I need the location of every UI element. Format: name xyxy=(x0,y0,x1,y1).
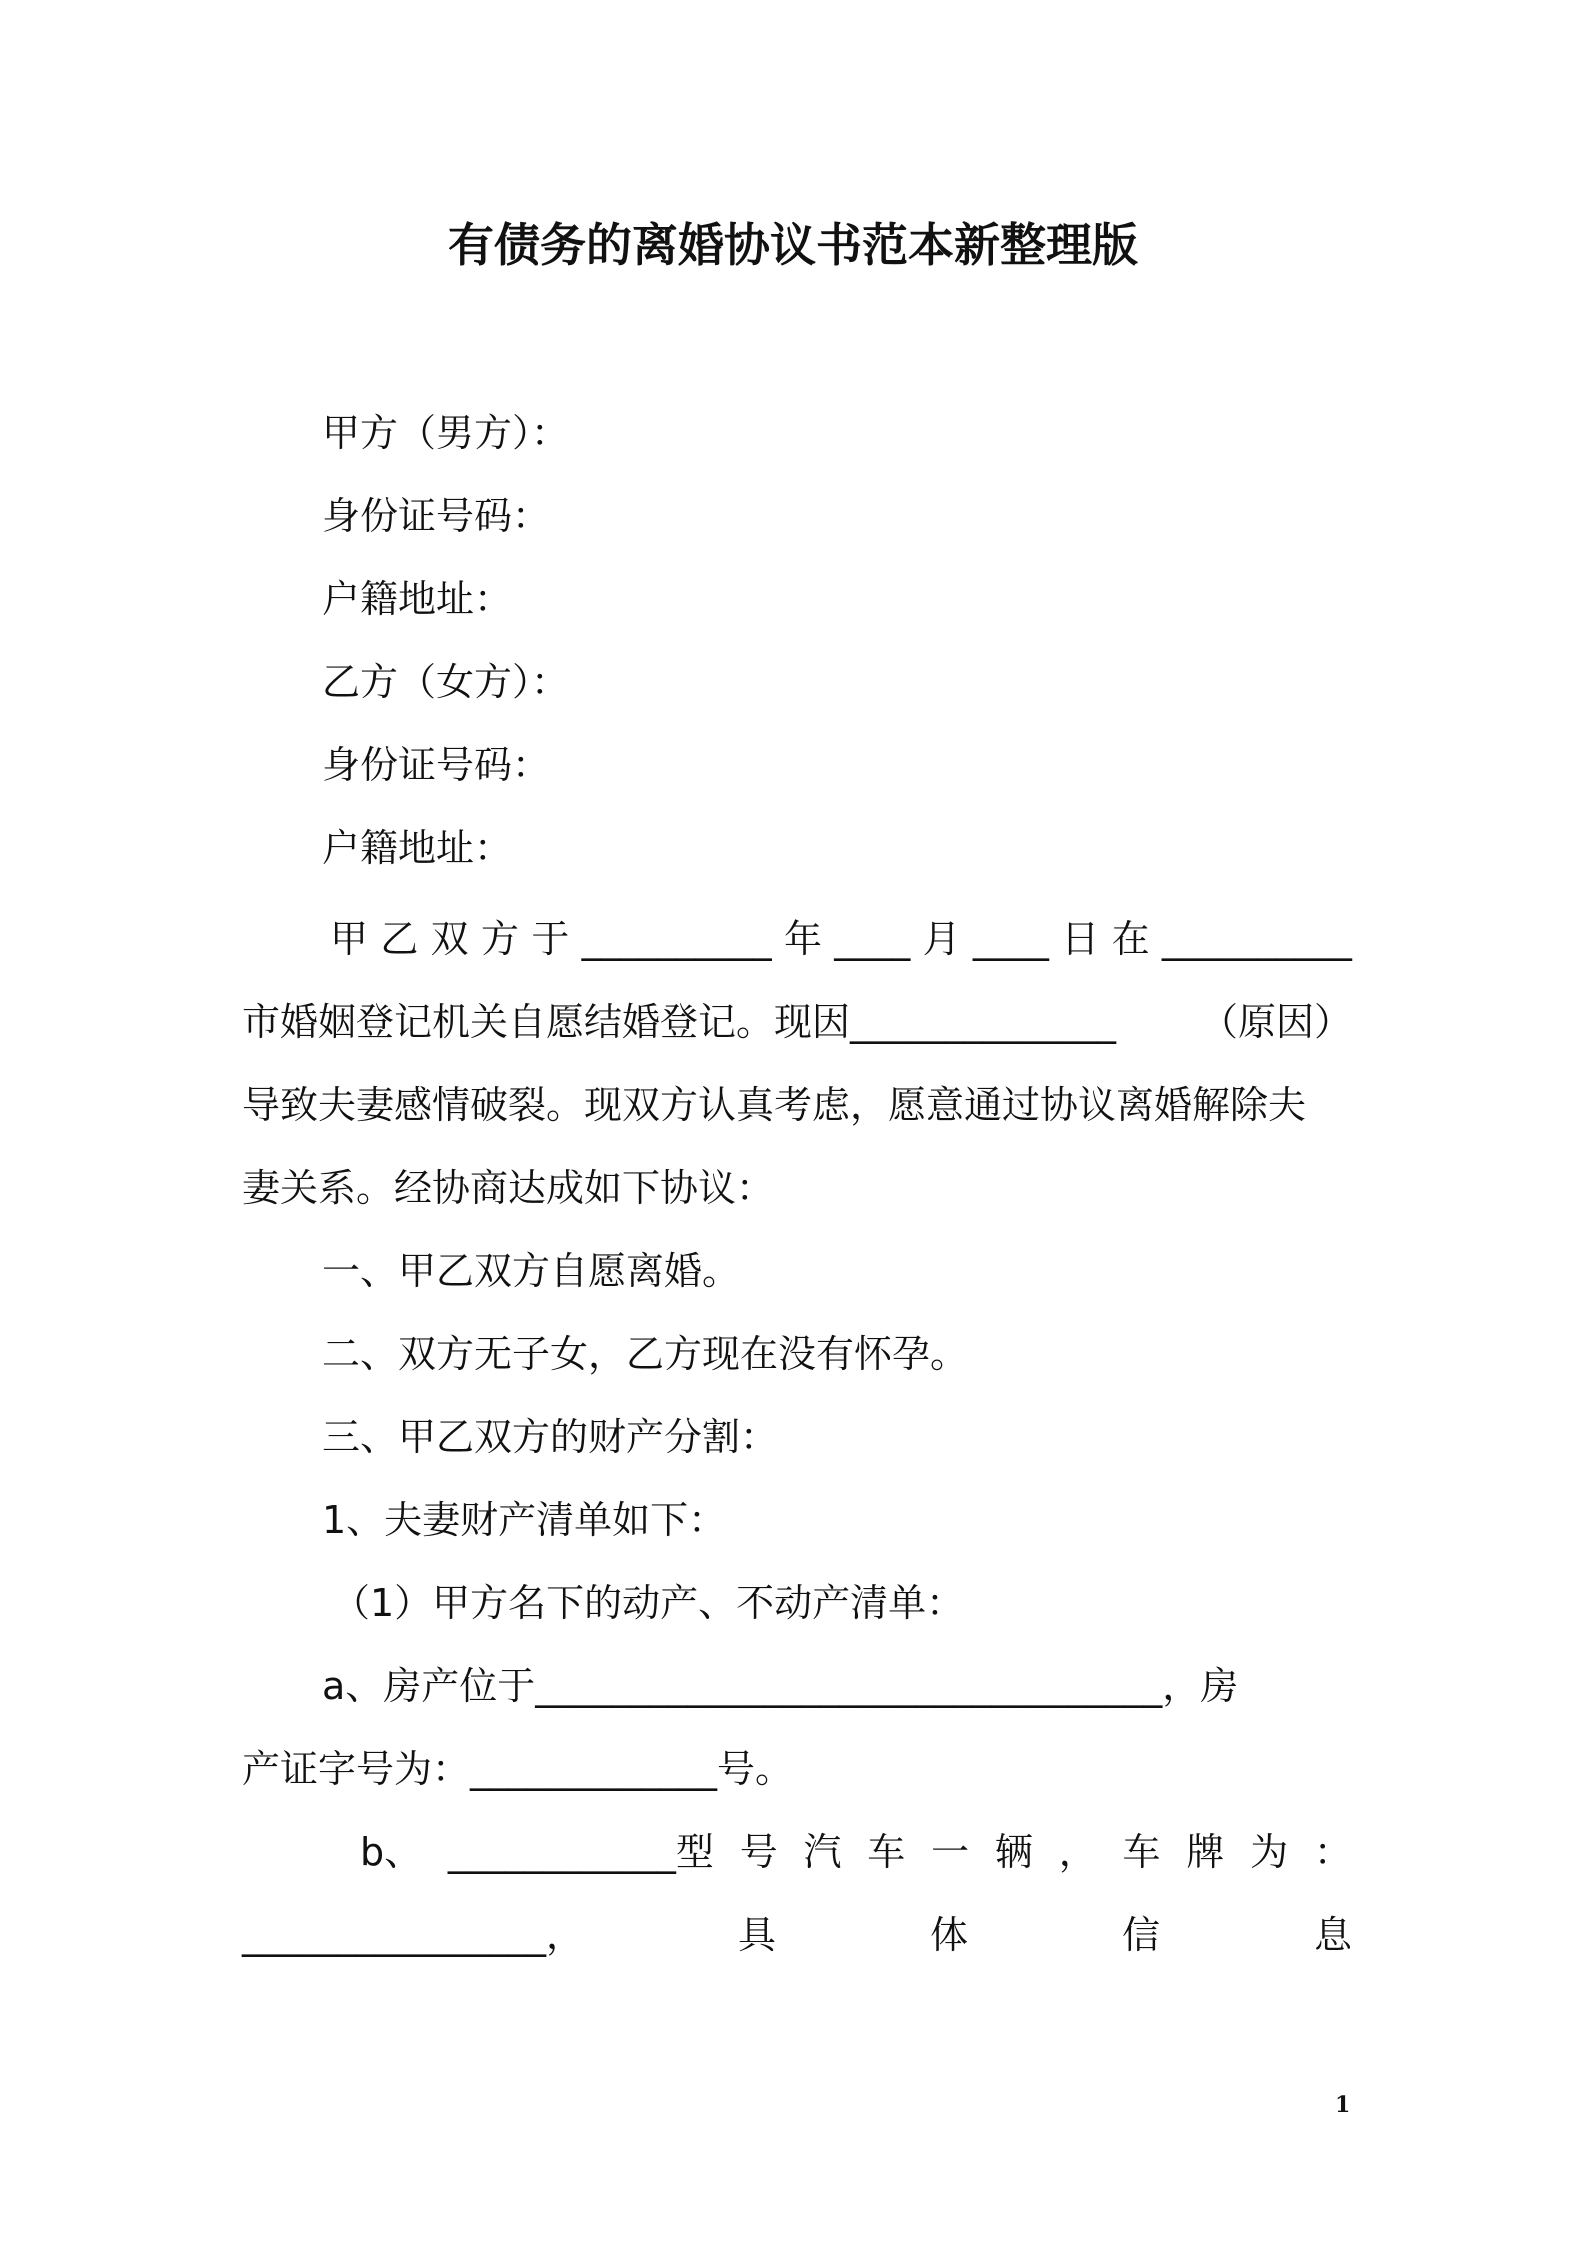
property-b-word: ， xyxy=(1058,1830,1097,1874)
intro-word: 于 xyxy=(531,917,570,961)
property-b-word: 车 xyxy=(1122,1830,1161,1874)
intro-line-2-left: 市婚姻登记机关自愿结婚登记。现因______________ xyxy=(242,1000,1117,1044)
party-b-name-label: 乙方（女方）： xyxy=(322,660,570,704)
intro-word: 年 xyxy=(783,917,822,961)
year-blank: __________ xyxy=(581,917,772,961)
property-a-line-2: 产证字号为：_____________号。 xyxy=(242,1747,794,1791)
property-b-word: b、 xyxy=(360,1830,423,1874)
intro-line-2 xyxy=(242,997,1352,1047)
intro-word: 双 xyxy=(430,917,469,961)
party-a-name-label: 甲方（男方）： xyxy=(322,411,570,455)
property-b-word: ： xyxy=(1313,1830,1352,1874)
page-number: 1 xyxy=(1335,2092,1351,2118)
party-b-address-label: 户籍地址： xyxy=(322,826,513,870)
vehicle-model-blank: ____________型 xyxy=(447,1830,714,1874)
property-b-word: 汽 xyxy=(803,1830,842,1874)
intro-line-4: 妻关系。经协商达成如下协议： xyxy=(242,1166,775,1210)
clause-one: 一、甲乙双方自愿离婚。 xyxy=(322,1249,741,1293)
party-a-id-label: 身份证号码： xyxy=(322,494,551,538)
intro-word: 月 xyxy=(922,917,961,961)
intro-word: 日 xyxy=(1061,917,1100,961)
intro-line-1 xyxy=(330,914,1352,964)
month-blank: ____ xyxy=(834,917,911,961)
party-b-id-label: 身份证号码： xyxy=(322,743,551,787)
document-title: 有债务的离婚协议书范本新整理版 xyxy=(448,218,1138,272)
clause-three: 三、甲乙双方的财产分割： xyxy=(322,1415,779,1459)
property-b-word: 牌 xyxy=(1186,1830,1225,1874)
intro-line-3: 导致夫妻感情破裂。现双方认真考虑，愿意通过协议离婚解除夫 xyxy=(242,1083,1307,1127)
property-b-word: 号 xyxy=(739,1830,778,1874)
property-b-word: 息 xyxy=(1313,1913,1352,1957)
license-plate-blank: ________________， xyxy=(242,1913,585,1957)
property-b-word: 辆 xyxy=(994,1830,1033,1874)
property-b-word: 为 xyxy=(1250,1830,1289,1874)
clause-two: 二、双方无子女，乙方现在没有怀孕。 xyxy=(322,1332,969,1376)
property-b-word: 体 xyxy=(929,1913,968,1957)
property-b-word: 车 xyxy=(867,1830,906,1874)
property-b-word: 具 xyxy=(737,1913,776,1957)
party-a-address-label: 户籍地址： xyxy=(322,577,513,621)
property-b-line-2 xyxy=(242,1910,1352,1960)
reason-label: （原因） xyxy=(1199,1000,1352,1044)
property-b-word: 信 xyxy=(1121,1913,1160,1957)
day-blank: ____ xyxy=(972,917,1049,961)
intro-word: 在 xyxy=(1111,917,1150,961)
intro-word: 乙 xyxy=(380,917,419,961)
property-b-line-1 xyxy=(360,1827,1352,1877)
intro-word: 甲 xyxy=(330,917,369,961)
place-blank: __________ xyxy=(1161,917,1352,961)
property-a-line-1: a、房产位于_________________________________，房 xyxy=(322,1664,1239,1708)
intro-word: 方 xyxy=(480,917,519,961)
clause-item-1: 1、夫妻财产清单如下： xyxy=(322,1498,727,1542)
clause-sub-1: （1）甲方名下的动产、不动产清单： xyxy=(332,1581,965,1625)
property-b-word: 一 xyxy=(931,1830,970,1874)
